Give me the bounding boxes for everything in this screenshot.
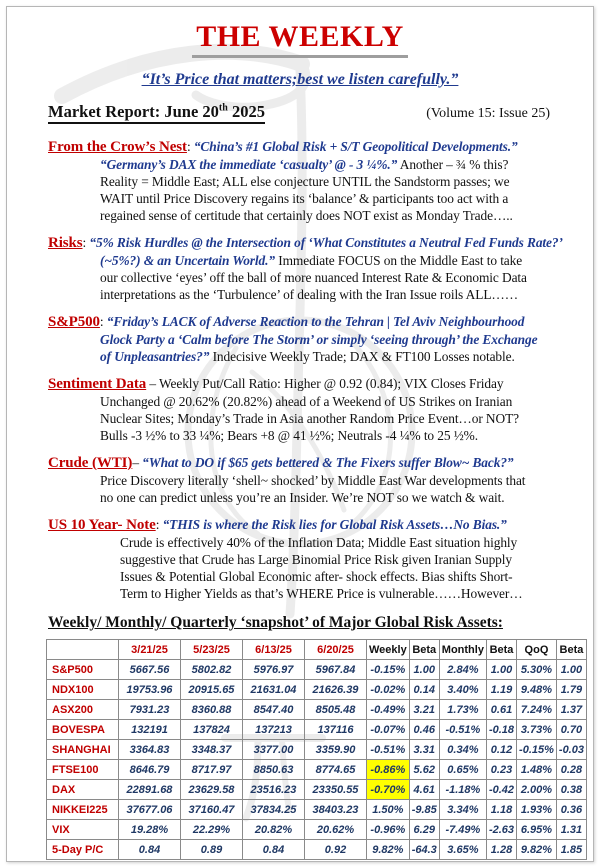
table-cell: 23350.55 — [305, 780, 367, 800]
table-cell: 137116 — [305, 720, 367, 740]
body-text: Reality = Middle East; ALL else conjecture UNTIL the Sandstorm passes; we — [100, 174, 510, 189]
table-cell: 21626.39 — [305, 680, 367, 700]
table-cell: 1.18 — [486, 800, 516, 820]
table-cell: -0.07% — [367, 720, 410, 740]
row-label: SHANGHAI — [47, 740, 119, 760]
text-line — [48, 269, 560, 286]
body-text: suggestive that Crude has Large Binomial Price Risk given Iranian Supply — [120, 552, 512, 567]
table-cell: -0.51% — [367, 740, 410, 760]
table-cell: 6.29 — [409, 820, 439, 840]
report-title: Market Report: June 20th 2025 — [48, 102, 265, 124]
table-cell: 3.34% — [439, 800, 486, 820]
snapshot-table — [46, 639, 587, 860]
table-cell: 0.84 — [243, 840, 305, 860]
table-cell: 37834.25 — [243, 800, 305, 820]
body-text: regained sense of certitude that certainly does NOT exist as Monday Trade….. — [100, 208, 513, 223]
volume-issue-label: (Volume 15: Issue 25) — [426, 106, 550, 121]
body-text: – Weekly Put/Call Ratio: Higher @ 0.92 (0.84); VIX Closes Friday — [146, 376, 504, 391]
table-cell: 3.31 — [409, 740, 439, 760]
section-heading: Sentiment Data — [48, 376, 147, 392]
table-cell: -0.18 — [486, 720, 516, 740]
table-cell: 1.48% — [517, 760, 557, 780]
table-body — [47, 660, 587, 860]
table-row — [47, 740, 587, 760]
table-cell: 1.73% — [439, 700, 486, 720]
row-label: FTSE100 — [47, 760, 119, 780]
table-cell: -0.51% — [439, 720, 486, 740]
table-cell: 3.40% — [439, 680, 486, 700]
table-cell: 137213 — [243, 720, 305, 740]
text-line — [48, 313, 560, 331]
table-cell: 21631.04 — [243, 680, 305, 700]
table-cell: 0.92 — [305, 840, 367, 860]
table-cell: 1.31 — [556, 820, 586, 840]
body-text: Crude is effectively 40% of the Inflation Data; Middle East situation highly — [120, 535, 518, 550]
table-cell: 1.50% — [367, 800, 410, 820]
table-cell: 37677.06 — [119, 800, 181, 820]
table-cell: 0.38 — [556, 780, 586, 800]
body-text: – — [132, 455, 143, 470]
table-cell: 0.61 — [486, 700, 516, 720]
table-cell: 0.46 — [409, 720, 439, 740]
table-cell: 1.19 — [486, 680, 516, 700]
text-line — [48, 534, 560, 551]
table-cell: -0.42 — [486, 780, 516, 800]
text-line — [48, 489, 560, 506]
table-cell: 0.28 — [556, 760, 586, 780]
table-cell: -64.3 — [409, 840, 439, 860]
table-cell: 0.36 — [556, 800, 586, 820]
table-cell: -0.96% — [367, 820, 410, 840]
body-text: : — [99, 314, 107, 329]
text-line — [48, 454, 560, 472]
section-heading: Risks — [48, 235, 83, 251]
sections — [48, 138, 563, 602]
table-row — [47, 700, 587, 720]
text-line — [48, 568, 560, 585]
row-label: VIX — [47, 820, 119, 840]
body-text: our collective ‘eyes’ off the ball of more nuanced Interest Rate & Economic Data — [100, 270, 527, 285]
body-text: Another – ¾ % this? — [397, 157, 509, 172]
table-cell: 1.37 — [556, 700, 586, 720]
section-sp500 — [48, 313, 560, 365]
table-cell: 3359.90 — [305, 740, 367, 760]
quote-text: Glock Party a ‘Calm before The Storm’ or simply ‘seeing through’ the Exchange — [100, 332, 538, 347]
table-cell: 0.70 — [556, 720, 586, 740]
section-heading: S&P500 — [48, 314, 100, 330]
table-cell: 0.23 — [486, 760, 516, 780]
row-label: S&P500 — [47, 660, 119, 680]
body-text: : — [155, 517, 163, 532]
table-cell: 8505.48 — [305, 700, 367, 720]
table-cell: 6.95% — [517, 820, 557, 840]
column-header: Beta — [486, 640, 516, 660]
table-cell: 3.65% — [439, 840, 486, 860]
table-cell: 0.89 — [181, 840, 243, 860]
text-line — [48, 472, 560, 489]
text-line — [48, 427, 560, 444]
text-line — [48, 551, 560, 568]
table-cell: -1.18% — [439, 780, 486, 800]
body-text: Issues & Potential Global Economic after- shock effects. Bias shifts Short- — [120, 569, 513, 584]
table-cell: 4.61 — [409, 780, 439, 800]
row-label: NDX100 — [47, 680, 119, 700]
table-cell: 3348.37 — [181, 740, 243, 760]
text-line — [48, 410, 560, 427]
text-line — [48, 138, 560, 156]
table-cell: 19.28% — [119, 820, 181, 840]
table-cell: 5.30% — [517, 660, 557, 680]
table-cell: 20.82% — [243, 820, 305, 840]
body-text: WAIT until Price Discovery regains its ‘balance’ & participants too act with a — [100, 191, 509, 206]
text-line — [48, 331, 560, 348]
section-heading: From the Crow’s Nest — [48, 139, 187, 155]
table-row — [47, 780, 587, 800]
table-cell: -7.49% — [439, 820, 486, 840]
text-line — [48, 375, 560, 393]
body-text: Indecisive Weekly Trade; DAX & FT100 Losses notable. — [209, 349, 515, 364]
text-line — [48, 156, 560, 173]
table-row — [47, 840, 587, 860]
quote-text: “THIS is where the Risk lies for Global Risk Assets…No Bias.” — [162, 517, 507, 532]
table-cell: 2.00% — [517, 780, 557, 800]
table-cell: 3377.00 — [243, 740, 305, 760]
table-row — [47, 760, 587, 780]
column-header: 5/23/25 — [181, 640, 243, 660]
text-line — [48, 252, 560, 269]
table-row — [47, 800, 587, 820]
table-cell: -0.49% — [367, 700, 410, 720]
table-row — [47, 680, 587, 700]
table-cell: 5667.56 — [119, 660, 181, 680]
text-line — [48, 207, 560, 224]
table-cell: 0.14 — [409, 680, 439, 700]
section-sentiment — [48, 375, 560, 444]
column-header: 6/20/25 — [305, 640, 367, 660]
table-cell: 1.93% — [517, 800, 557, 820]
quote-text: of Unpleasantries?” — [100, 349, 210, 364]
table-cell: 19753.96 — [119, 680, 181, 700]
column-header: QoQ — [517, 640, 557, 660]
table-cell: 8646.79 — [119, 760, 181, 780]
table-cell: 22.29% — [181, 820, 243, 840]
page-title: THE WEEKLY — [192, 20, 408, 58]
table-cell: 1.00 — [409, 660, 439, 680]
table-cell: 3.21 — [409, 700, 439, 720]
table-cell: 22891.68 — [119, 780, 181, 800]
table-cell: 38403.23 — [305, 800, 367, 820]
report-header-row — [48, 102, 550, 124]
table-cell: 1.00 — [486, 660, 516, 680]
table-cell: 3.73% — [517, 720, 557, 740]
table-cell: 0.12 — [486, 740, 516, 760]
table-cell: 2.84% — [439, 660, 486, 680]
body-text: : — [186, 139, 194, 154]
row-label: DAX — [47, 780, 119, 800]
text-line — [48, 585, 560, 602]
table-cell: 8774.65 — [305, 760, 367, 780]
body-text: : — [82, 235, 90, 250]
table-cell: 20915.65 — [181, 680, 243, 700]
table-cell: 9.82% — [367, 840, 410, 860]
table-cell: -0.70% — [367, 780, 410, 800]
table-cell: 1.85 — [556, 840, 586, 860]
table-cell: 8360.88 — [181, 700, 243, 720]
table-cell: 3364.83 — [119, 740, 181, 760]
table-cell: 8850.63 — [243, 760, 305, 780]
text-line — [48, 516, 560, 534]
text-line — [48, 393, 560, 410]
quote-text: “Friday’s LACK of Adverse Reaction to the Tehran | Tel Aviv Neighbourhood — [106, 314, 525, 329]
table-cell: 8717.97 — [181, 760, 243, 780]
body-text: Term to Higher Yields as that’s WHERE Price is vulnerable……However… — [120, 586, 523, 601]
table-cell: 132191 — [119, 720, 181, 740]
body-text: no one can predict unless you’re an Insider. We’re NOT so we watch & wait. — [100, 490, 505, 505]
table-cell: 5.62 — [409, 760, 439, 780]
table-cell: 1.28 — [486, 840, 516, 860]
table-cell: -0.15% — [517, 740, 557, 760]
table-cell: -0.03 — [556, 740, 586, 760]
table-cell: 7.24% — [517, 700, 557, 720]
table-cell: 37160.47 — [181, 800, 243, 820]
table-cell: 1.00 — [556, 660, 586, 680]
column-header: Weekly — [367, 640, 410, 660]
row-label: BOVESPA — [47, 720, 119, 740]
row-label: ASX200 — [47, 700, 119, 720]
table-cell: 0.65% — [439, 760, 486, 780]
table-cell: 8547.40 — [243, 700, 305, 720]
table-row — [47, 720, 587, 740]
table-cell: 9.48% — [517, 680, 557, 700]
table-cell: 0.34% — [439, 740, 486, 760]
body-text: Bulls -3 ½% to 33 ¼%; Bears +8 @ 41 ½%; Neutrals -4 ¼% to 25 ½%. — [100, 428, 478, 443]
body-text: Nuclear Sites; Monday’s Trade in Asia another Random Price Event…or NOT? — [100, 411, 519, 426]
table-cell: 137824 — [181, 720, 243, 740]
table-header-row — [47, 640, 587, 660]
quote-text: (~5%?) & an Uncertain World.” — [100, 253, 275, 268]
column-header: Beta — [556, 640, 586, 660]
body-text: interpretations as the ‘Turbulence’ of dealing with the Iran Issue roils ALL…… — [100, 287, 518, 302]
table-cell: 5802.82 — [181, 660, 243, 680]
table-cell: -0.86% — [367, 760, 410, 780]
tagline-quote: “It’s Price that matters;best we listen carefully.” — [141, 71, 459, 88]
section-crows-nest — [48, 138, 560, 224]
body-text: Immediate FOCUS on the Middle East to take — [274, 253, 523, 268]
table-cell: 1.79 — [556, 680, 586, 700]
table-row — [47, 820, 587, 840]
table-cell: -9.85 — [409, 800, 439, 820]
row-label: 5-Day P/C — [47, 840, 119, 860]
table-cell: 5967.84 — [305, 660, 367, 680]
table-cell: 9.82% — [517, 840, 557, 860]
table-cell: -2.63 — [486, 820, 516, 840]
section-us-10-year-note — [48, 516, 560, 602]
table-cell: -0.02% — [367, 680, 410, 700]
table-cell: 20.62% — [305, 820, 367, 840]
body-text: Price Discovery literally ‘shell~ shocked’ by Middle East War developments that — [100, 473, 526, 488]
text-line — [48, 286, 560, 303]
corner-cell — [47, 640, 119, 660]
quote-text: “5% Risk Hurdles @ the Intersection of ‘What Constitutes a Neutral Fed Funds Rate?’ — [89, 235, 563, 250]
quote-text: “Germany’s DAX the immediate ‘casualty’ @ - 3 ¼%.” — [100, 157, 398, 172]
section-heading: US 10 Year- Note — [48, 517, 156, 533]
body-text: Unchanged @ 20.62% (20.82%) ahead of a Weekend of US Strikes on Iranian — [100, 394, 513, 409]
table-row — [47, 660, 587, 680]
ordinal-suffix: th — [218, 102, 228, 114]
table-cell: 0.84 — [119, 840, 181, 860]
table-cell: 23516.23 — [243, 780, 305, 800]
column-header: Beta — [409, 640, 439, 660]
section-heading: Crude (WTI) — [48, 455, 133, 471]
text-line — [48, 234, 563, 252]
section-risks — [48, 234, 563, 303]
quote-text: “What to DO if $65 gets bettered & The Fixers suffer Blow~ Back?” — [142, 455, 514, 470]
snapshot-table-heading: Weekly/ Monthly/ Quarterly ‘snapshot’ of Major Global Risk Assets: — [48, 614, 503, 631]
table-cell: 23629.58 — [181, 780, 243, 800]
table-cell: 5976.97 — [243, 660, 305, 680]
table-cell: 7931.23 — [119, 700, 181, 720]
column-header: 3/21/25 — [119, 640, 181, 660]
quote-text: “China’s #1 Global Risk + S/T Geopolitical Developments.” — [193, 139, 518, 154]
row-label: NIKKEI225 — [47, 800, 119, 820]
text-line — [48, 190, 560, 207]
column-header: 6/13/25 — [243, 640, 305, 660]
section-crude-wti — [48, 454, 560, 506]
text-line — [48, 173, 560, 190]
table-cell: -0.15% — [367, 660, 410, 680]
column-header: Monthly — [439, 640, 486, 660]
text-line — [48, 348, 560, 365]
